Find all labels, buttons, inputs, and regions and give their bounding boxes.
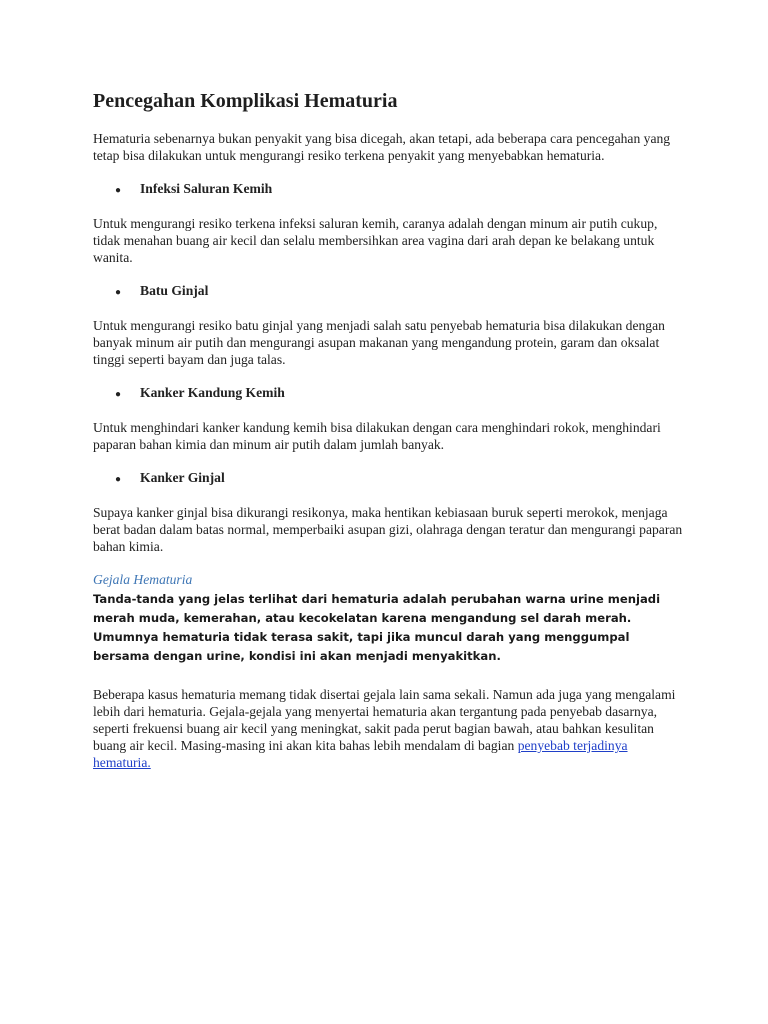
- bullet-item-kanker-kandung-kemih: [93, 384, 683, 403]
- closing-paragraph: [93, 686, 683, 771]
- closing-text: Beberapa kasus hematuria memang tidak disertai gejala lain sama sekali. Namun ada juga yang mengalami lebih dari hematuria. Gejala-gejala yang menyertai hematuria akan tergantung pada penyebab dasarnya, seperti frekuensi buang air kecil yang meningkat, sakit pada perut bagian bawah, atau bahkan kesulitan buang air kecil. Masing-masing ini akan kita bahas lebih mendalam di bagian: [93, 687, 676, 753]
- bullet-label: Kanker Kandung Kemih: [140, 385, 285, 400]
- bullet-dot-icon: ●: [115, 287, 122, 298]
- bullet-dot-icon: ●: [115, 474, 122, 485]
- bullet-label: Batu Ginjal: [140, 283, 209, 298]
- bullet-item-infeksi: [93, 180, 683, 199]
- section-paragraph: Supaya kanker ginjal bisa dikurangi resikonya, maka hentikan kebiasaan buruk seperti merokok, menjaga berat badan dalam batas normal, memperbaiki asupan gizi, olahraga dengan teratur dan mengurangi paparan bahan kimia.: [93, 505, 683, 554]
- bullet-item-batu-ginjal: [93, 282, 683, 301]
- symptoms-heading: Gejala Hematuria: [93, 572, 193, 587]
- intro-paragraph: Hematuria sebenarnya bukan penyakit yang bisa dicegah, akan tetapi, ada beberapa cara pencegahan yang tetap bisa dilakukan untuk mengurangi resiko terkena penyakit yang menyebabkan hematuria.: [93, 131, 671, 163]
- section-paragraph: Untuk mengurangi resiko terkena infeksi saluran kemih, caranya adalah dengan minum air putih cukup, tidak menahan buang air kecil dan selalu membersihkan area vagina dari arah depan ke belakang untuk wanita.: [93, 216, 658, 265]
- bullet-label: Kanker Ginjal: [140, 470, 225, 485]
- symptoms-bold-paragraph: Tanda-tanda yang jelas terlihat dari hematuria adalah perubahan warna urine menjadi merah muda, kemerahan, atau kecokelatan karena mengandung sel darah merah. Umumnya hematuria tidak terasa sakit, tapi jika muncul darah yang menggumpal bersama dengan urine, kondisi ini akan menjadi menyakitkan.: [93, 592, 661, 663]
- section-paragraph: Untuk mengurangi resiko batu ginjal yang menjadi salah satu penyebab hematuria bisa dilakukan dengan banyak minum air putih dan mengurangi asupan makanan yang mengandung protein, garam dan oksalat tinggi seperti bayam dan juga talas.: [93, 318, 665, 367]
- bullet-item-kanker-ginjal: [93, 469, 683, 488]
- bullet-dot-icon: ●: [115, 389, 122, 400]
- bullet-dot-icon: ●: [115, 185, 122, 196]
- bullet-label: Infeksi Saluran Kemih: [140, 181, 273, 196]
- section-paragraph: Untuk menghindari kanker kandung kemih bisa dilakukan dengan cara menghindari rokok, menghindari paparan bahan kimia dan minum air putih dalam jumlah banyak.: [93, 420, 661, 452]
- page-title: Pencegahan Komplikasi Hematuria: [93, 90, 398, 112]
- penyebab-hematuria-link[interactable]: penyebab terjadinya hematuria.: [93, 738, 628, 770]
- document-page: [93, 88, 683, 787]
